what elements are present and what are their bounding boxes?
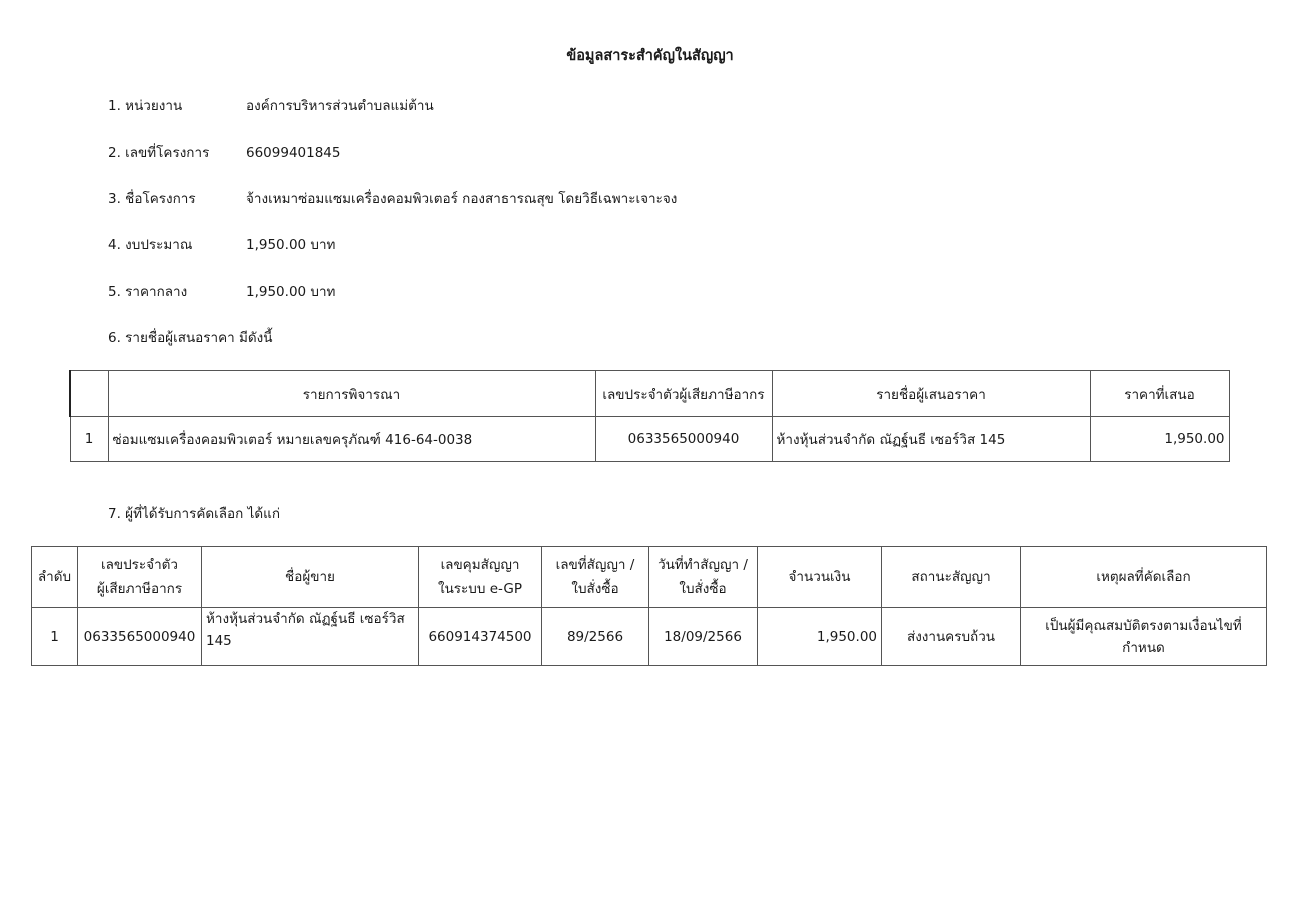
selected-header-row [32,547,1267,608]
table-row [32,608,1267,666]
selected-header-reason: เหตุผลที่คัดเลือก [1021,547,1267,608]
selected-header-contract-date [649,547,758,608]
field-agency [108,96,434,116]
field-budget-value: 1,950.00 บาท [246,237,336,253]
selected-header-amount: จำนวนเงิน [758,547,882,608]
selected-contract-no: 89/2566 [542,608,649,666]
field-budget-label: 4. งบประมาณ [108,237,193,253]
selected-seller: ห้างหุ้นส่วนจำกัด ณัฏฐ์นธี เซอร์วิส 145 [202,608,419,666]
bidder-no: 1 [70,417,108,462]
field-agency-label: 1. หน่วยงาน [108,98,183,114]
bidders-table [69,370,1230,462]
bidders-header-row [70,371,1229,417]
selected-reason: เป็นผู้มีคุณสมบัติตรงตามเงื่อนไขที่กำหนด [1021,608,1267,666]
section7-heading: 7. ผู้ที่ได้รับการคัดเลือก ได้แก่ [108,506,281,522]
selected-header-no: ลำดับ [32,547,78,608]
selected-header-control-line1: เลขคุมสัญญา [440,557,520,573]
selected-header-contract-date-line2: ใบสั่งซื้อ [679,581,727,597]
field-median-price [108,282,335,302]
field-project-name-value: จ้างเหมาซ่อมแซมเครื่องคอมพิวเตอร์ กองสาธารณสุข โดยวิธีเฉพาะเจาะจง [246,191,678,207]
field-median-price-value: 1,950.00 บาท [246,284,336,300]
selected-table [31,546,1267,666]
selected-header-contract-no-line1: เลขที่สัญญา / [555,557,635,573]
field-project-number [108,143,340,163]
selected-header-seller: ชื่อผู้ขาย [202,547,419,608]
bidders-header-item: รายการพิจารณา [108,371,595,417]
selected-status: ส่งงานครบถ้วน [882,608,1021,666]
field-project-number-label: 2. เลขที่โครงการ [108,145,210,161]
bidders-header-tax-id: เลขประจำตัวผู้เสียภาษีอากร [595,371,772,417]
selected-header-tax-id [78,547,202,608]
selected-control-no: 660914374500 [419,608,542,666]
selected-no: 1 [32,608,78,666]
bidder-price: 1,950.00 [1090,417,1229,462]
field-project-name [108,189,677,209]
section6-heading: 6. รายชื่อผู้เสนอราคา มีดังนี้ [108,330,273,346]
selected-contract-date: 18/09/2566 [649,608,758,666]
selected-amount: 1,950.00 [758,608,882,666]
selected-header-contract-no [542,547,649,608]
field-agency-value: องค์การบริหารส่วนตำบลแม่ต้าน [246,98,434,114]
selected-header-control [419,547,542,608]
field-median-price-label: 5. ราคากลาง [108,284,188,300]
bidders-header-no [70,371,108,417]
bidder-tax-id: 0633565000940 [595,417,772,462]
bidder-name: ห้างหุ้นส่วนจำกัด ณัฏฐ์นธี เซอร์วิส 145 [772,417,1090,462]
bidders-header-bidder: รายชื่อผู้เสนอราคา [772,371,1090,417]
selected-header-control-line2: ในระบบ e-GP [437,581,523,597]
selected-header-contract-no-line2: ใบสั่งซื้อ [571,581,619,597]
document-title: ข้อมูลสาระสำคัญในสัญญา [566,48,734,64]
field-project-number-value: 66099401845 [246,145,341,161]
selected-header-contract-date-line1: วันที่ทำสัญญา / [658,557,748,573]
field-project-name-label: 3. ชื่อโครงการ [108,191,196,207]
bidder-item: ซ่อมแซมเครื่องคอมพิวเตอร์ หมายเลขครุภัณฑ์ 416-64-0038 [108,417,595,462]
selected-header-tax-id-line1: เลขประจำตัว [100,557,179,573]
selected-header-status: สถานะสัญญา [882,547,1021,608]
bidders-header-price: ราคาที่เสนอ [1090,371,1229,417]
field-budget [108,235,335,255]
table-row [70,417,1229,462]
selected-tax-id: 0633565000940 [78,608,202,666]
selected-header-tax-id-line2: ผู้เสียภาษีอากร [96,581,183,597]
